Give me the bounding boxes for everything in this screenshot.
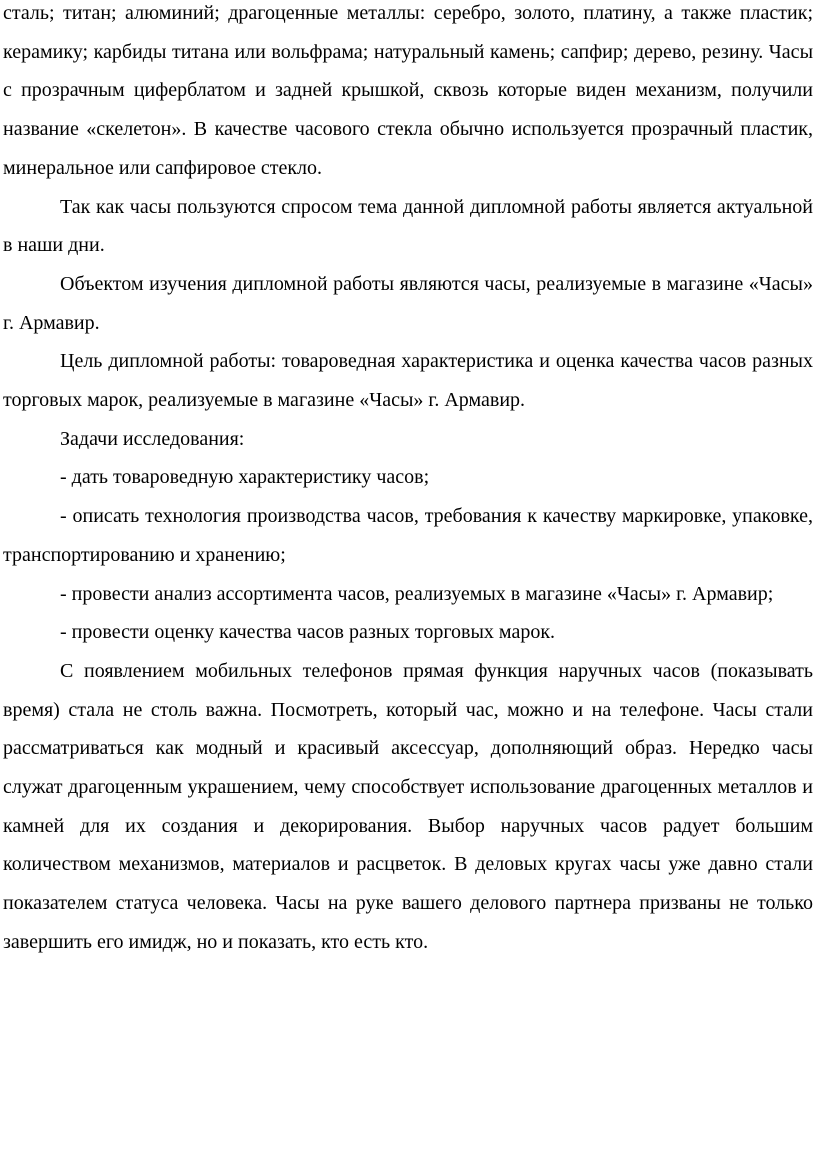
paragraph-mobile-phones: С появлением мобильных телефонов прямая функция наручных часов (показывать время) стала не столь важна. Посмотреть, который час, можно и на телефоне. Часы стали рассматриваться как модный и красивый аксессуар, дополняющий образ. Нередко часы служат драгоценным украшением, чему способствует использование драгоценных металлов и камней для их создания и декорирования. Выбор наручных часов радует большим количеством механизмов, материалов и расцветок. В деловых кругах часы уже давно стали показателем статуса человека. Часы на руке вашего делового партнера призваны не только завершить его имидж, но и показать, кто есть кто. [3, 659, 813, 953]
paragraph-goal: Цель дипломной работы: товароведная характеристика и оценка качества часов разных торговых марок, реализуемые в магазине «Часы» г. Армавир. [3, 350, 813, 412]
paragraph-tasks-heading: Задачи исследования: [60, 427, 245, 450]
paragraph-materials: сталь; титан; алюминий; драгоценные металлы: серебро, золото, платину, а также пластик; керамику; карбиды титана или вольфрама; натуральный камень; сапфир; дерево, резину. Часы с прозрачным циферблатом и задней крышкой, сквозь которые виден механизм, получили название «скелетон». В качестве часового стекла обычно используется прозрачный пластик, минеральное или сапфировое стекло. [3, 2, 813, 179]
paragraph-relevance: Так как часы пользуются спросом тема данной дипломной работы является актуальной в наши дни. [3, 195, 813, 257]
document-body [3, 0, 813, 962]
list-item-task-4: - провести оценку качества часов разных торговых марок. [60, 621, 556, 644]
paragraph-object: Объектом изучения дипломной работы являются часы, реализуемые в магазине «Часы» г. Армавир. [3, 272, 813, 334]
list-item-task-1: - дать товароведную характеристику часов; [60, 466, 430, 489]
list-item-task-2: - описать технология производства часов, требования к качеству маркировке, упаковке, транспортированию и хранению; [3, 505, 813, 566]
list-item-task-3: - провести анализ ассортимента часов, реализуемых в магазине «Часы» г. Армавир; [60, 582, 774, 605]
